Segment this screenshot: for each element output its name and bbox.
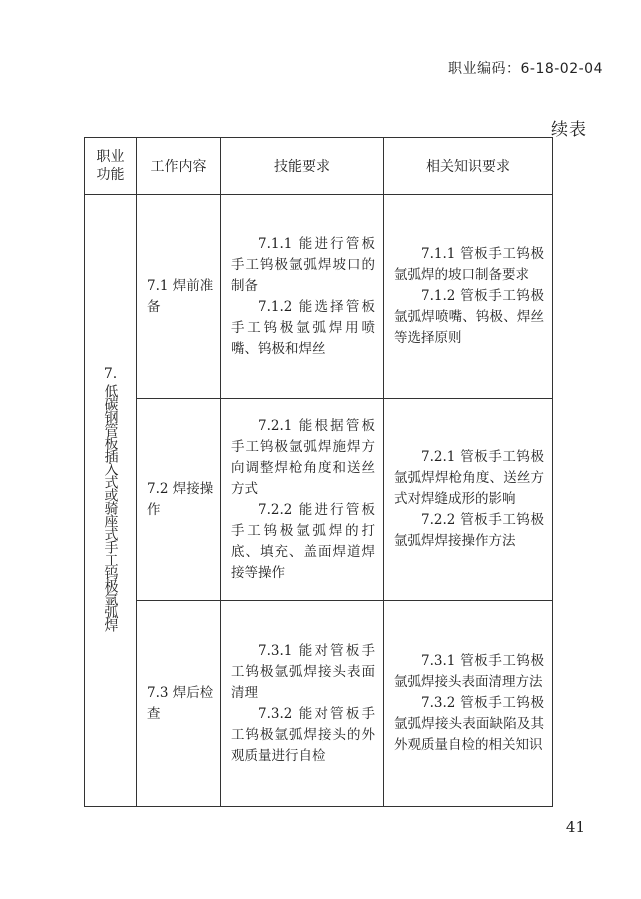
continued-label: 续表 [551,120,587,140]
header-work-content: 工作内容 [137,138,221,195]
skill-item: 7.1.2 能选择管板手工钨极氩弧焊用喷嘴、钨极和焊丝 [231,298,375,357]
skill-item: 7.1.1 能进行管板手工钨极氩弧焊坡口的制备 [231,235,375,294]
skills-cell [221,601,384,807]
knowledge-item: 7.2.2 管板手工钨极氩弧焊焊接操作方法 [394,512,544,549]
knowledge-item: 7.3.1 管板手工钨极氩弧焊接头表面清理方法 [394,653,544,690]
knowledge-cell [384,399,553,601]
header-skill-requirements: 技能要求 [221,138,384,195]
header-knowledge-requirements: 相关知识要求 [384,138,553,195]
skills-cell [221,399,384,601]
table-header-row [85,138,553,195]
table-row [85,601,553,807]
skill-item: 7.3.1 能对管板手工钨极氩弧焊接头表面清理 [231,642,375,701]
knowledge-item: 7.2.1 管板手工钨极氩弧焊焊枪角度、送丝方式对焊缝成形的影响 [394,449,544,507]
knowledge-item: 7.1.1 管板手工钨极氩弧焊的坡口制备要求 [394,246,544,283]
function-number: 7. [103,366,118,382]
work-content-cell: 7.3 焊后检查 [137,601,221,807]
function-cell [85,195,137,807]
table-row [85,399,553,601]
knowledge-item: 7.1.2 管板手工钨极氩弧焊喷嘴、钨极、焊丝等选择原则 [394,288,544,346]
function-title: 低碳钢管板插入式或骑座式手工钨极氩弧焊 [102,384,119,631]
knowledge-cell [384,601,553,807]
skill-item: 7.3.2 能对管板手工钨极氩弧焊接头的外观质量进行自检 [231,705,375,764]
skills-cell [221,195,384,399]
table-row [85,195,553,399]
occupation-code: 职业编码：6-18-02-04 [447,61,603,77]
header-function-line2: 功能 [96,167,125,183]
header-function [85,138,137,195]
work-content-cell: 7.1 焊前准备 [137,195,221,399]
page-number: 41 [565,818,585,836]
knowledge-cell [384,195,553,399]
skill-item: 7.2.2 能进行管板手工钨极氩弧焊的打底、填充、盖面焊道焊接等操作 [231,501,375,581]
skill-item: 7.2.1 能根据管板手工钨极氩弧焊施焊方向调整焊枪角度和送丝方式 [231,417,375,497]
work-content-cell: 7.2 焊接操作 [137,399,221,601]
skills-table [84,137,553,807]
header-function-line1: 职业 [96,149,125,165]
knowledge-item: 7.3.2 管板手工钨极氩弧焊接头表面缺陷及其外观质量自检的相关知识 [394,695,544,753]
